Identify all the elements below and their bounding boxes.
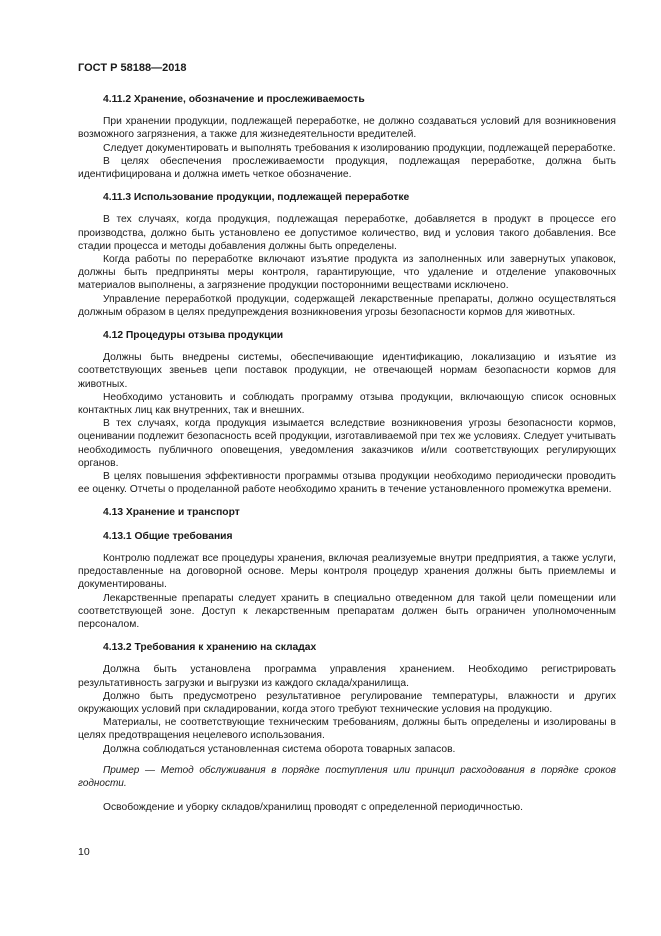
paragraph: Лекарственные препараты следует хранить в специально отведенном для такой цели помещении или соответствующей зоне. Доступ к лекарственным препаратам должен быть ограничен уполномоченным персоналом.: [78, 592, 616, 630]
paragraph: Должны быть внедрены системы, обеспечивающие идентификацию, локализацию и изъятие из соответствующих звеньев цепи поставок продукции, не отвечающей нормам безопасности кормов для животных.: [78, 352, 616, 390]
section-4-13: [78, 506, 616, 519]
paragraph: При хранении продукции, подлежащей переработке, не должно создаваться условий для возникновения возможного загрязнения, а также для жизнедеятельности вредителей.: [78, 116, 616, 141]
section-heading: 4.11.3 Использование продукции, подлежащей переработке: [103, 192, 410, 204]
paragraph: В целях повышения эффективности программы отзыва продукции необходимо периодически проводить ее оценку. Отчеты о проделанной работе необходимо хранить в течение установленного промежутка времени.: [78, 471, 616, 496]
paragraph: Контролю подлежат все процедуры хранения, включая реализуемые внутри предприятия, а также услуги, предоставленные на договорной основе. Меры контроля процедур хранения должны быть приемлемы и документированы.: [78, 552, 616, 591]
paragraph: Освобождение и уборку складов/хранилищ проводят с определенной периодичностью.: [103, 802, 524, 814]
paragraph: В тех случаях, когда продукция, подлежащая переработке, добавляется в продукт в процессе его производства, должно быть установлено ее допустимое количество, вид и условия такого добавления. Все стадии процесса и методы добавления должны быть определены.: [78, 214, 616, 252]
section-heading: 4.13.1 Общие требования: [103, 530, 233, 542]
paragraph: Управление переработкой продукции, содержащей лекарственные препараты, должно осуществляться должным образом в целях предупреждения возникновения угрозы безопасности кормов для животных.: [78, 293, 616, 318]
section-heading: 4.13 Хранение и транспорт: [103, 507, 240, 519]
paragraph: Должно быть предусмотрено результативное регулирование температуры, влажности и других окружающих условий при складировании, когда этого требуют технические условия на продукцию.: [78, 690, 616, 715]
example-note: [78, 764, 616, 790]
paragraph: В тех случаях, когда продукция изымается вследствие возникновения угрозы безопасности кормов, оценивании подлежит безопасность всей продукции, изготавливаемой при тех же условиях. Следует учитывать необходимость публичного оповещения, уведомления заказчиков и/или соответствующих регулирующих органов.: [78, 418, 616, 469]
section-4-13-2: [78, 641, 616, 814]
section-heading: 4.13.2 Требования к хранению на складах: [103, 642, 317, 654]
page-number: 10: [78, 846, 90, 858]
example-text: Метод обслуживания в порядке поступления или принцип расходования в порядке сроков годности.: [78, 764, 616, 789]
section-heading: 4.12 Процедуры отзыва продукции: [103, 330, 284, 342]
paragraph: В целях обеспечения прослеживаемости продукция, подлежащая переработке, должна быть идентифицирована и должна иметь четкое обозначение.: [78, 155, 616, 181]
paragraph: Должна быть установлена программа управления хранением. Необходимо регистрировать результативность загрузки и выгрузки из каждого склада/хранилища.: [78, 664, 616, 689]
section-heading: 4.11.2 Хранение, обозначение и прослеживаемость: [103, 94, 365, 105]
section-4-12: [78, 329, 616, 496]
section-4-11-2: [78, 93, 616, 181]
document-code: ГОСТ Р 58188—2018: [78, 62, 187, 74]
document-body: [78, 93, 616, 824]
paragraph: Необходимо установить и соблюдать программу отзыва продукции, включающую список основных контактных лиц как внутренних, так и внешних.: [78, 391, 616, 417]
example-lead: Пример —: [103, 764, 155, 776]
paragraph: Материалы, не соответствующие техническим требованиям, должны быть определены и изолированы в целях предотвращения нецелевого использования.: [78, 717, 616, 742]
paragraph: Следует документировать и выполнять требования к изолированию продукции, подлежащей переработке.: [103, 142, 616, 154]
section-4-13-1: [78, 530, 616, 631]
section-4-11-3: [78, 191, 616, 319]
paragraph: Когда работы по переработке включают изъятие продукта из заполненных или завернутых упаковок, должны быть предприняты меры контроля, гарантирующие, что удаление и отделение упаковочных материалов выполнены, а загрязнение продукции посторонними веществами исключено.: [78, 254, 616, 292]
paragraph: Должна соблюдаться установленная система оборота товарных запасов.: [103, 743, 456, 755]
